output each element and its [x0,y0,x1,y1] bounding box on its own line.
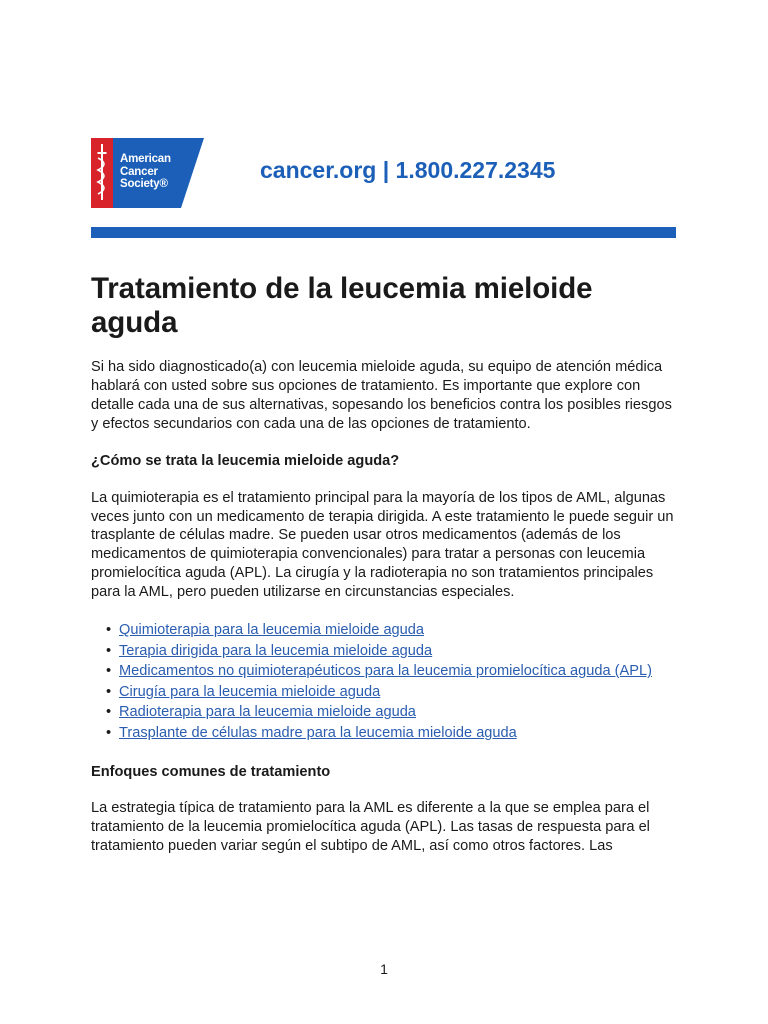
logo-wordmark [120,153,171,191]
intro-paragraph: Si ha sido diagnosticado(a) con leucemia mieloide aguda, su equipo de atención médica hablará con usted sobre sus opciones de tratamiento. Es importante que explore con detalle cada una de sus alternativas, sopesando los beneficios contra los posibles riesgos y efectos secundarios con cada una de las opciones de tratamiento. [91,359,672,432]
bullet-icon: • [106,663,112,680]
page-number: 1 [380,961,388,977]
section-heading-common-approaches: Enfoques comunes de tratamiento [91,764,331,781]
link-targeted-therapy[interactable]: Terapia dirigida para la leucemia mieloide aguda [119,642,433,659]
logo-line-3: Society® [120,178,168,190]
header-divider-bar [91,227,676,238]
bullet-icon: • [106,642,112,659]
bullet-icon: • [106,622,112,639]
list-item [106,620,681,641]
list-item [106,702,681,723]
page-title: Tratamiento de la leucemia mieloide aguda [91,272,593,339]
section-heading-how-treated: ¿Cómo se trata la leucemia mieloide aguda? [91,452,400,469]
logo-line-1: American [120,153,171,165]
treatment-links-list [91,620,681,743]
logo-line-2: Cancer [120,165,158,178]
list-item [106,682,681,703]
link-non-chemo-drugs-apl[interactable]: Medicamentos no quimioterapéuticos para la leucemia promielocítica aguda (APL) [119,663,652,680]
bullet-icon: • [106,683,112,700]
link-chemotherapy[interactable]: Quimioterapia para la leucemia mieloide aguda [119,622,425,639]
list-item [106,661,681,682]
list-item [106,641,681,662]
document-body [91,272,681,856]
treatment-overview-paragraph: La quimioterapia es el tratamiento principal para la mayoría de los tipos de AML, algunas veces junto con un medicamento de terapia dirigida. A este tratamiento le puede seguir un trasplante de células madre. Se pueden usar otros medicamentos (además de los medicamentos de quimioterapia convencionales) para tratar a personas con leucemia promielocítica aguda (APL). La cirugía y la radioterapia no son tratamientos principales para la AML, pero pueden utilizarse en circunstancias especiales. [91,489,674,601]
common-approaches-paragraph: La estrategia típica de tratamiento para la AML es diferente a la que se emplea para el tratamiento de la leucemia promielocítica aguda (APL). Las tasas de respuesta para el tratamiento pueden variar según el subtipo de AML, así como otros factores. Las [91,800,650,854]
bullet-icon: • [106,704,112,721]
link-stem-cell-transplant[interactable]: Trasplante de células madre para la leucemia mieloide aguda [119,724,517,741]
link-surgery[interactable]: Cirugía para la leucemia mieloide aguda [119,683,381,700]
list-item [106,723,681,744]
link-radiotherapy[interactable]: Radioterapia para la leucemia mieloide aguda [119,704,416,721]
bullet-icon: • [106,724,112,741]
contact-info[interactable]: cancer.org | 1.800.227.2345 [260,157,556,183]
